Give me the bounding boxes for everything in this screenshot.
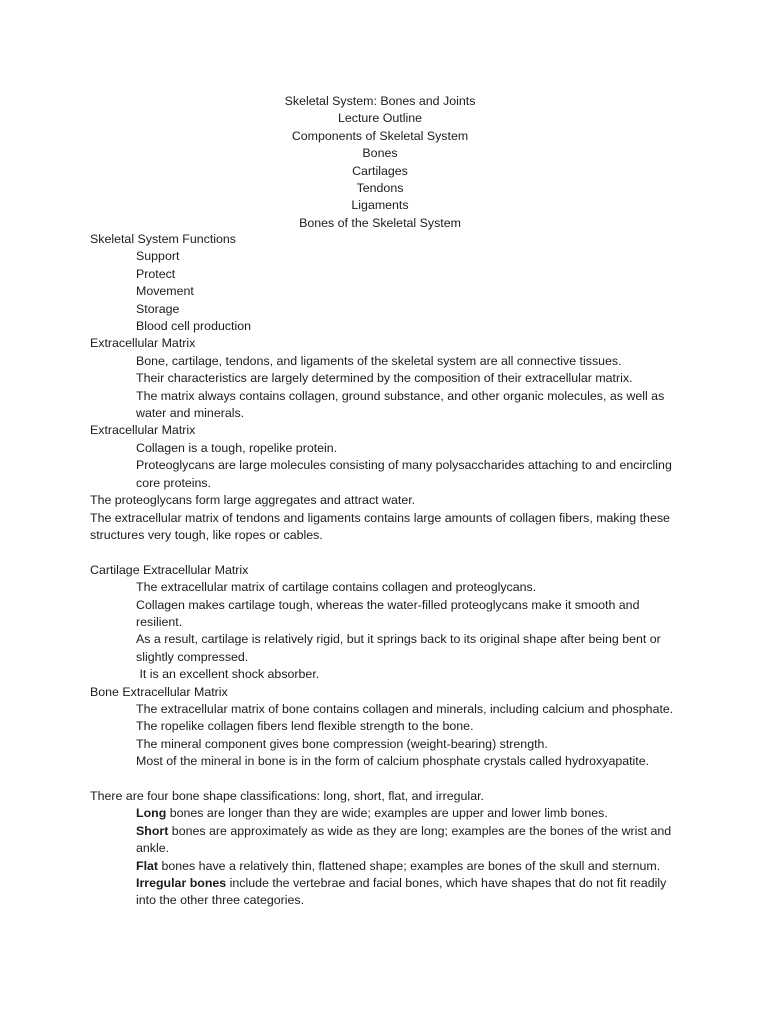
bone-shape-irregular — [90, 875, 680, 910]
term-long: Long — [136, 806, 167, 821]
function-item: Movement — [136, 284, 194, 299]
cartilage-point: It is an excellent shock absorber. — [136, 667, 320, 682]
function-item: Blood cell production — [136, 319, 252, 334]
title-block — [0, 93, 760, 232]
short-description: bones are approximately as wide as they are long; examples are the bones of the wrist and ankle. — [136, 823, 672, 856]
cartilage-point: The extracellular matrix of cartilage contains collagen and proteoglycans. — [136, 580, 537, 595]
bone-point: The mineral component gives bone compression (weight-bearing) strength. — [136, 736, 548, 751]
spacer — [90, 771, 680, 788]
cartilage-point: Collagen makes cartilage tough, whereas the water-filled proteoglycans make it smooth and resilient. — [136, 597, 640, 629]
matrix-paragraph: The proteoglycans form large aggregates and attract water. — [90, 493, 416, 508]
section-heading-extracellular-matrix-2: Extracellular Matrix — [90, 423, 196, 438]
component-tendons: Tendons — [356, 180, 404, 195]
long-description: bones are longer than they are wide; examples are upper and lower limb bones. — [166, 806, 608, 821]
matrix-point: Proteoglycans are large molecules consisting of many polysaccharides attaching to and encircling core proteins. — [136, 458, 672, 490]
bone-shape-flat — [90, 858, 680, 875]
matrix-paragraph: The extracellular matrix of tendons and ligaments contains large amounts of collagen fibers, making these structures very tough, like ropes or cables. — [90, 510, 670, 542]
flat-description: bones have a relatively thin, flattened shape; examples are bones of the skull and sternum. — [158, 858, 661, 873]
bone-point: The ropelike collagen fibers lend flexible strength to the bone. — [136, 719, 474, 734]
section-heading-functions: Skeletal System Functions — [90, 232, 236, 246]
term-irregular: Irregular bones — [136, 876, 227, 890]
matrix-point: Their characteristics are largely determined by the composition of their extracellular matrix. — [136, 371, 633, 386]
bone-shape-short — [90, 823, 680, 858]
document-title: Skeletal System: Bones and Joints — [284, 94, 476, 108]
section-heading-extracellular-matrix: Extracellular Matrix — [90, 336, 196, 351]
section-heading-cartilage-matrix: Cartilage Extracellular Matrix — [90, 562, 249, 577]
bone-point: The extracellular matrix of bone contains collagen and minerals, including calcium and phosphate. — [136, 701, 674, 716]
section-heading-bone-matrix: Bone Extracellular Matrix — [90, 684, 228, 699]
irregular-description: include the vertebrae and facial bones, which have shapes that do not fit readily into the other three categories. — [136, 876, 667, 908]
matrix-point: Bone, cartilage, tendons, and ligaments of the skeletal system are all connective tissues. — [136, 353, 622, 368]
bone-point: Most of the mineral in bone is in the form of calcium phosphate crystals called hydroxyapatite. — [136, 754, 650, 769]
document-body — [90, 231, 680, 910]
term-short: Short — [136, 823, 169, 838]
function-item: Protect — [136, 266, 176, 281]
component-bones: Bones — [362, 146, 398, 161]
component-ligaments: Ligaments — [351, 198, 409, 213]
bone-shape-long — [90, 805, 680, 822]
function-item: Support — [136, 249, 180, 264]
subtitle-bones-of-skeletal-system: Bones of the Skeletal System — [299, 215, 461, 230]
term-flat: Flat — [136, 858, 159, 873]
matrix-point: The matrix always contains collagen, ground substance, and other organic molecules, as well as water and minerals. — [136, 388, 665, 421]
subtitle-components: Components of Skeletal System — [291, 128, 469, 143]
subtitle-lecture-outline: Lecture Outline — [337, 111, 423, 126]
bone-shapes-intro: There are four bone shape classifications: long, short, flat, and irregular. — [90, 788, 484, 803]
cartilage-point: As a result, cartilage is relatively rigid, but it springs back to its original shape after being bent or slightly compressed. — [136, 632, 661, 664]
function-item: Storage — [136, 301, 180, 316]
spacer — [90, 544, 680, 561]
component-cartilages: Cartilages — [352, 163, 408, 178]
matrix-point: Collagen is a tough, ropelike protein. — [136, 440, 338, 455]
